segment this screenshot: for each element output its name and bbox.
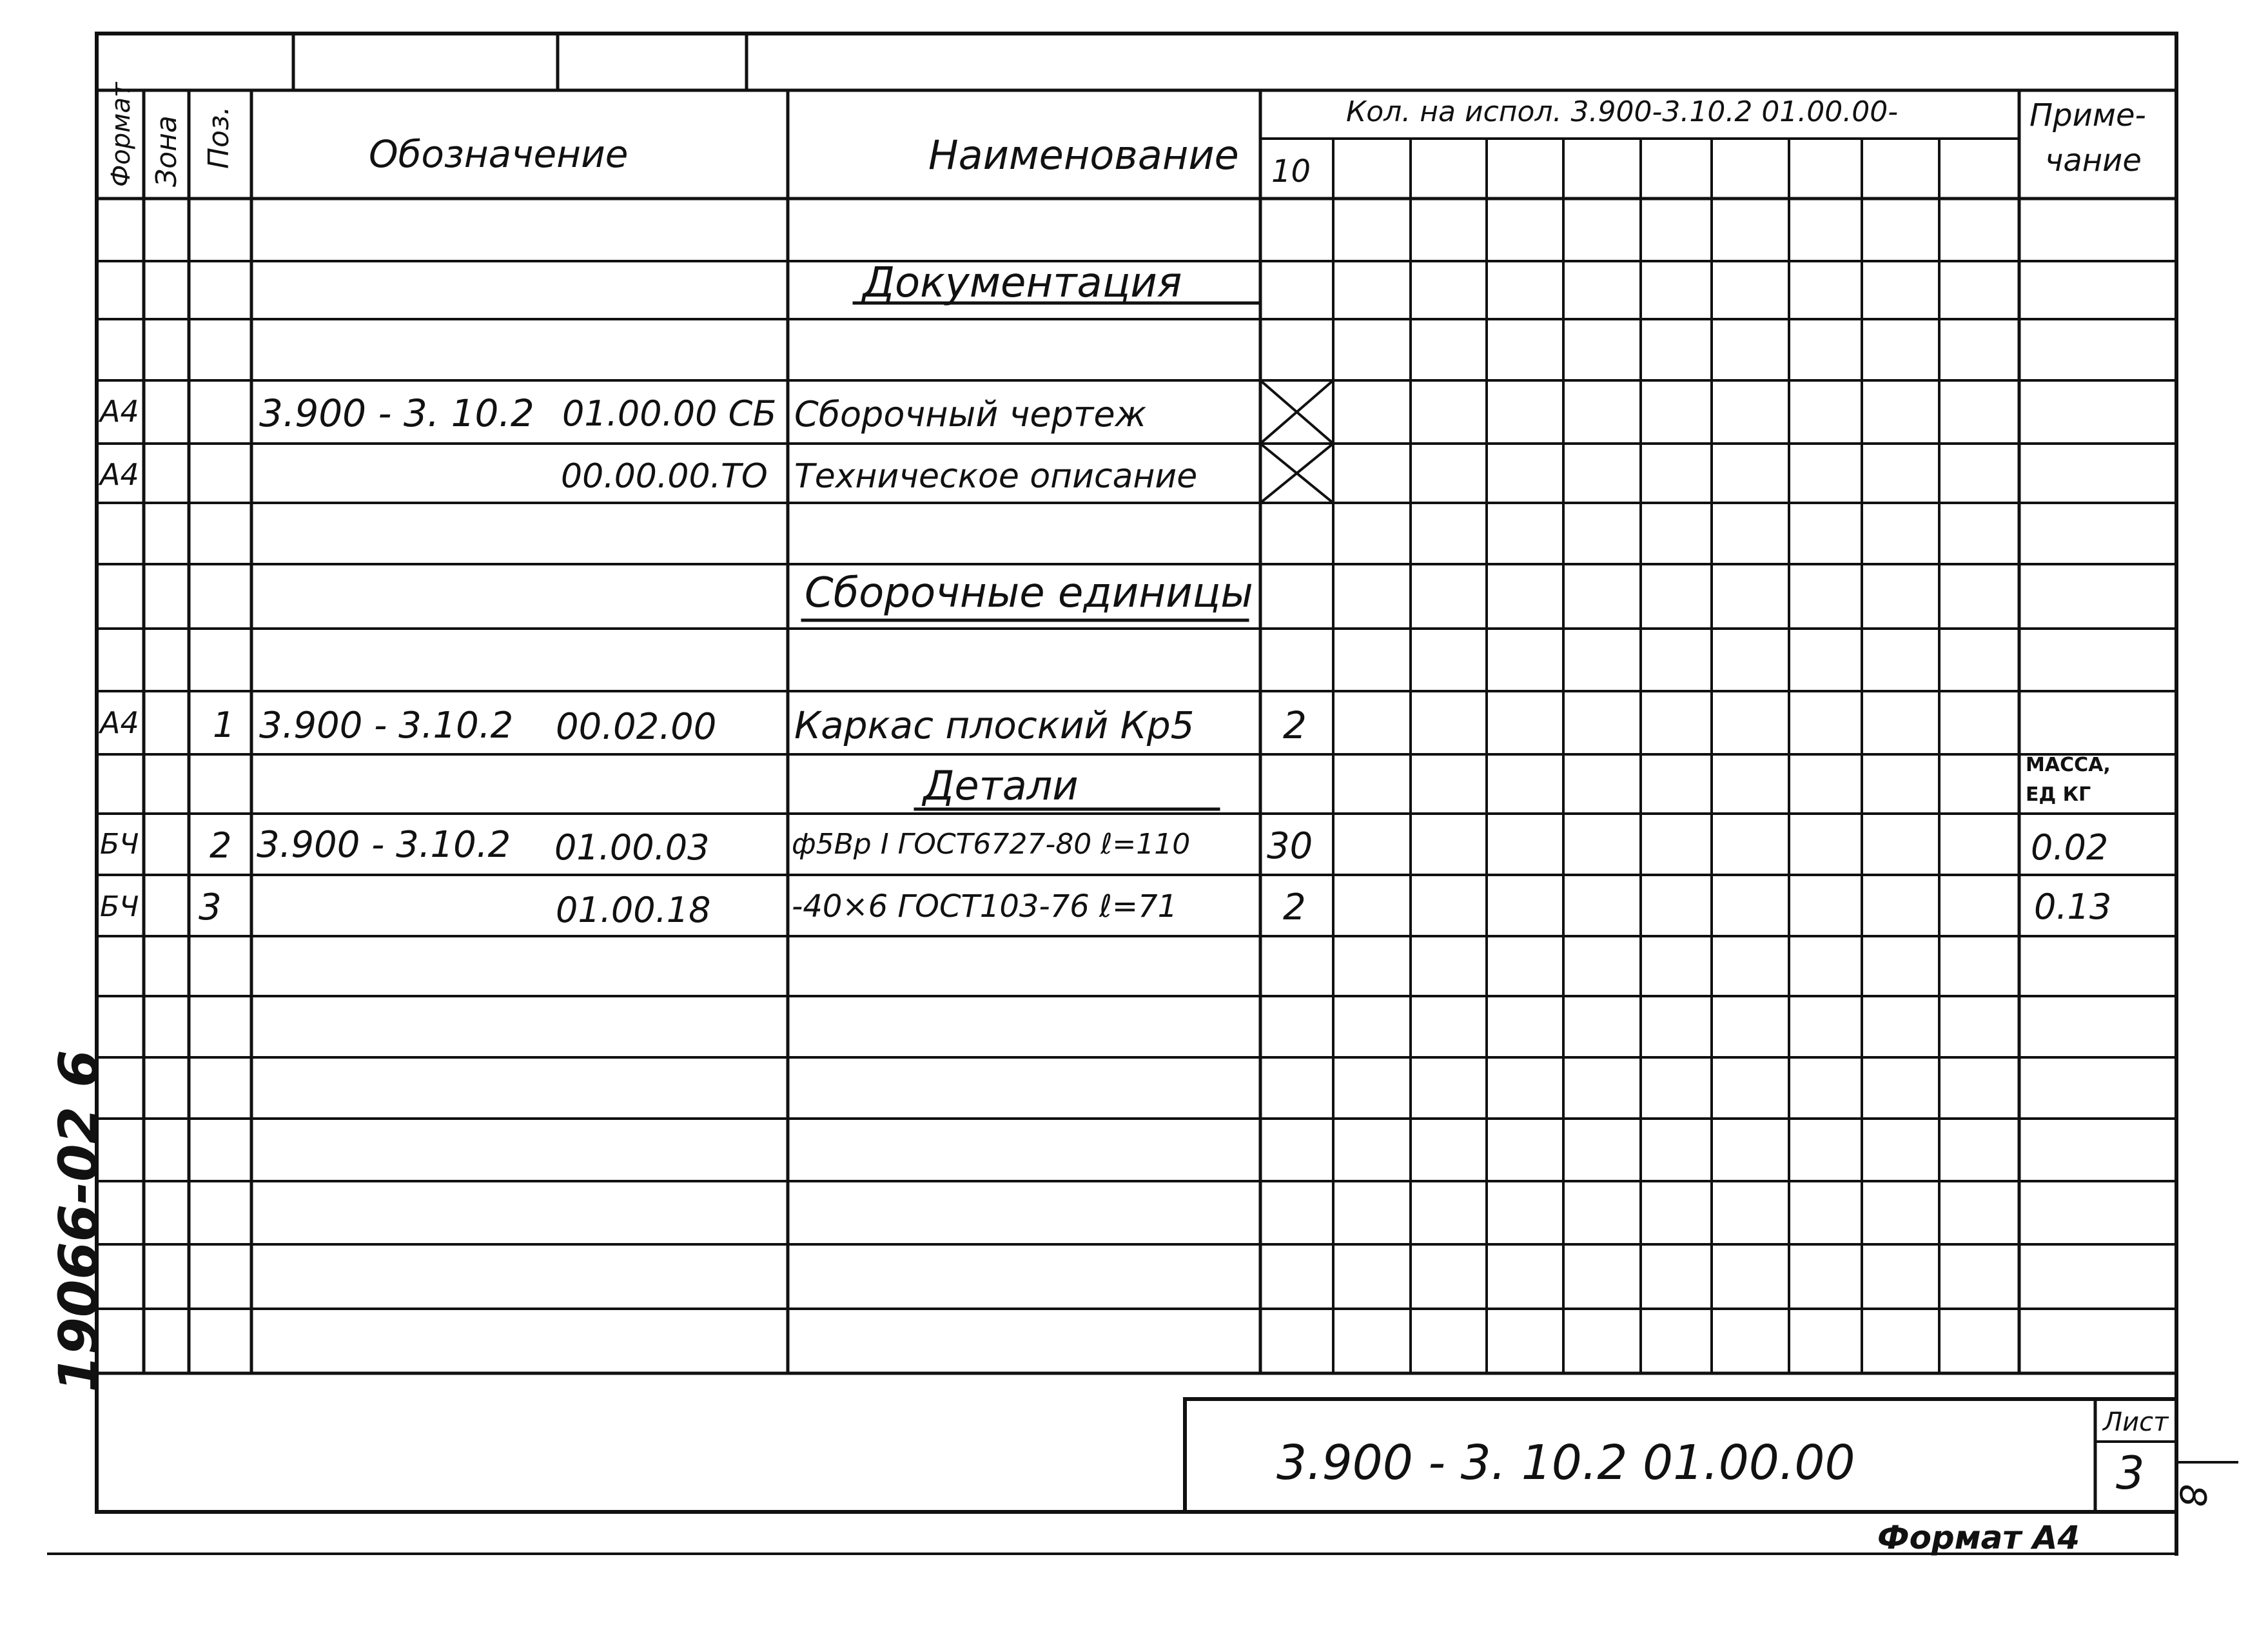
header-note-1: Приме- [2029,97,2146,133]
section-documentation: Документация [863,259,1182,307]
table-row-1-format: А4 [100,394,139,429]
table-row-4-note: 0.02 [2031,827,2109,868]
table-row-2-name: Техническое описание [794,457,1198,496]
table-row-4-designation: 3.900 - 3.10.2 [257,824,511,866]
header-name: Наименование [928,132,1239,179]
table-row-5-code: 01.00.18 [556,890,711,930]
table-row-4-pos: 2 [210,825,232,866]
header-format: Формат [106,82,136,187]
page-mark: 8 [2171,1484,2213,1507]
header-zone: Зона [150,115,183,187]
table-row-1-code: 01.00.00 СБ [562,393,777,434]
mass-label-2: ЕД КГ [2026,783,2091,806]
table-row-4-qty: 30 [1267,825,1313,867]
table-row-2-format: А4 [100,457,139,492]
section-parts: Детали [923,762,1079,809]
table-row-5-pos: 3 [199,886,222,928]
table-row-5-note: 0.13 [2034,886,2112,927]
header-note-2: чание [2045,142,2142,179]
table-row-3-qty: 2 [1283,703,1307,747]
table-row-2-code: 00.00.00.ТО [561,457,768,496]
table-row-4-format: БЧ [100,828,139,861]
header-designation: Обозначение [369,132,629,176]
header-qty-variant: 10 [1271,153,1311,190]
table-row-3-format: А4 [100,705,139,740]
table-row-5-format: БЧ [100,890,139,923]
side-archive-number: 19066-02 6 [47,1050,110,1393]
table-row-3-code: 00.02.00 [556,706,717,748]
table-row-3-designation: 3.900 - 3.10.2 [259,705,514,747]
table-row-1-name: Сборочный чертеж [794,394,1147,435]
table-row-5-qty: 2 [1283,886,1306,928]
table-row-3-pos: 1 [213,705,235,745]
table-row-4-name: ф5Вр I ГОСТ6727-80 ℓ=110 [792,828,1191,861]
format-label: Формат А4 [1877,1519,2080,1556]
mass-label-1: МАССА, [2026,754,2111,776]
title-block-sheet-label: Лист [2103,1407,2169,1437]
section-assembly-units: Сборочные единицы [805,569,1253,617]
title-block-designation: 3.900 - 3. 10.2 01.00.00 [1276,1435,1855,1491]
header-qty-label: Кол. на испол. 3.900-3.10.2 01.00.00- [1346,95,1899,128]
title-block-sheet-number: 3 [2116,1447,2145,1500]
header-pos: Поз. [202,106,235,169]
table-row-3-name: Каркас плоский Кр5 [794,703,1195,747]
table-row-5-name: -40×6 ГОСТ103-76 ℓ=71 [792,888,1178,925]
table-row-4-code: 01.00.03 [554,827,710,868]
table-row-1-designation: 3.900 - 3. 10.2 [259,391,534,435]
